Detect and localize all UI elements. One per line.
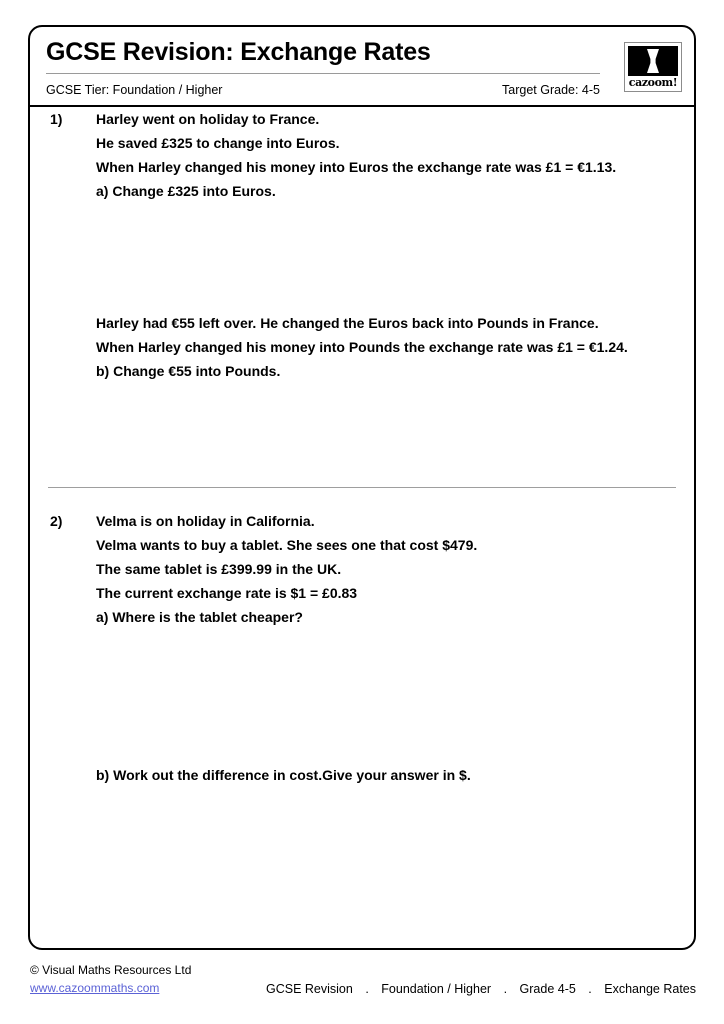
- target-grade-label: Target Grade: 4-5: [502, 83, 600, 97]
- question-1a-prompt: a) Change £325 into Euros.: [96, 183, 276, 199]
- breadcrumb-item-topic: Exchange Rates: [604, 982, 696, 996]
- questions-area: [30, 107, 694, 949]
- question-2a-answer-space[interactable]: [96, 629, 676, 763]
- question-2b-answer-space[interactable]: [96, 787, 676, 827]
- worksheet-footer: [28, 962, 696, 1008]
- question-2-number: 2): [50, 513, 63, 529]
- question-1a-line-2: He saved £325 to change into Euros.: [96, 135, 340, 151]
- cazoommaths-url-link[interactable]: www.cazoommaths.com: [30, 981, 160, 995]
- question-1-body: [96, 107, 676, 501]
- question-2a-line-4: The current exchange rate is $1 = £0.83: [96, 585, 358, 601]
- worksheet-header: [30, 27, 694, 107]
- question-1b-line-1: Harley had €55 left over. He changed the Euros back into Pounds in France.: [96, 315, 599, 331]
- title-divider: [46, 73, 600, 74]
- breadcrumb-item-tier: Foundation / Higher: [381, 982, 492, 996]
- question-2a-prompt: a) Where is the tablet cheaper?: [96, 609, 303, 625]
- gcse-tier-label: GCSE Tier: Foundation / Higher: [46, 83, 223, 97]
- question-1-number: 1): [50, 111, 63, 127]
- worksheet-sheet: [28, 25, 696, 950]
- question-1b-prompt: b) Change €55 into Pounds.: [96, 363, 281, 379]
- question-1a-line-3: When Harley changed his money into Euros the exchange rate was £1 = €1.13.: [96, 159, 617, 175]
- question-1: [30, 107, 694, 501]
- footer-left-group: [30, 962, 191, 997]
- breadcrumb-item-revision: GCSE Revision: [265, 982, 353, 996]
- question-2a-line-2: Velma wants to buy a tablet. She sees one that cost $479.: [96, 537, 478, 553]
- breadcrumb-separator-1: .: [365, 982, 369, 996]
- question-2b-prompt: b) Work out the difference in cost.Give your answer in $.: [96, 767, 471, 783]
- question-1a-answer-space[interactable]: [96, 203, 676, 311]
- question-1b-line-2: When Harley changed his money into Pounds the exchange rate was £1 = €1.24.: [96, 339, 628, 355]
- question-2a-line-1: Velma is on holiday in California.: [96, 513, 315, 529]
- header-text-group: [46, 27, 600, 105]
- question-2: [30, 509, 694, 827]
- breadcrumb-separator-2: .: [503, 982, 508, 996]
- page-title: GCSE Revision: Exchange Rates: [46, 38, 431, 66]
- header-subline: [46, 81, 600, 101]
- cazoom-logo: [624, 42, 682, 92]
- breadcrumb-separator-3: .: [588, 982, 592, 996]
- question-divider: [48, 487, 676, 488]
- cazoom-wordmark: cazoom!: [628, 76, 678, 89]
- breadcrumb: [266, 980, 696, 998]
- question-2-body: [96, 509, 676, 827]
- question-1b-answer-space[interactable]: [96, 383, 676, 501]
- goblet-glyph-svg: [646, 49, 660, 73]
- breadcrumb-item-grade: Grade 4-5: [519, 982, 576, 996]
- copyright-text: © Visual Maths Resources Ltd: [30, 963, 192, 977]
- question-2a-line-3: The same tablet is £399.99 in the UK.: [96, 561, 342, 577]
- question-1a-line-1: Harley went on holiday to France.: [96, 111, 320, 127]
- cazoom-goblet-icon: [628, 46, 678, 76]
